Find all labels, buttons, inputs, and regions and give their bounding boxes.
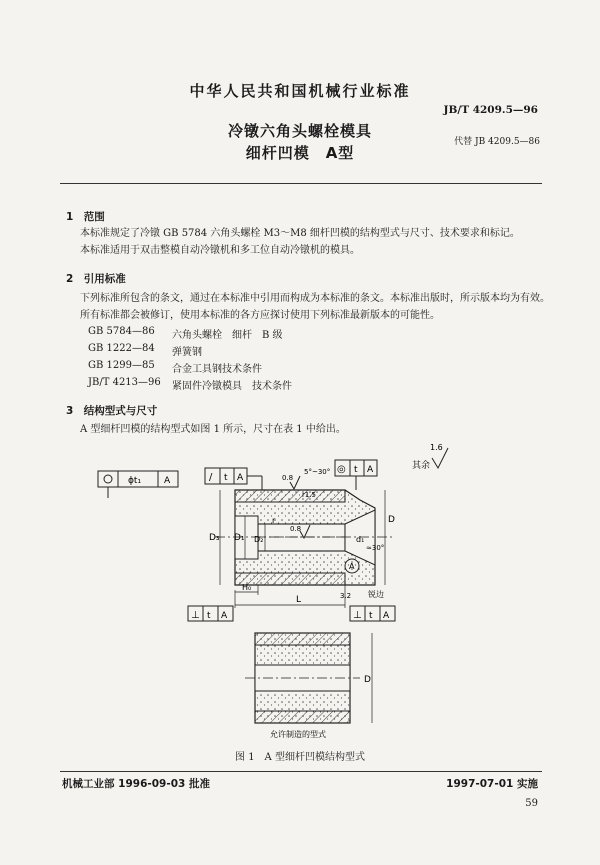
dim-D3-label: D₃ (209, 533, 220, 543)
fcf-symbol-label: ⊥ (191, 610, 200, 621)
surface-roughness-rest (412, 443, 448, 471)
dim-H0-label: H₀ (242, 583, 252, 592)
fcf-symbol-label: / (209, 472, 213, 483)
rest-roughness-label: 其余 (412, 461, 431, 471)
dim-D-alt-label: D (364, 675, 371, 685)
fcf-tolerance-label: t (224, 473, 228, 483)
roughness-edge-label: 3.2 (340, 592, 352, 600)
angle-30-label: ≈30° (366, 544, 385, 552)
section-3-para-1: A 型细杆凹模的结构型式如图 1 所示，尺寸在表 1 中给出。 (80, 424, 346, 435)
section-2-heading: 2 引用标准 (66, 273, 126, 285)
datum-A-label: A (349, 562, 355, 571)
page-number: 59 (525, 798, 538, 809)
doc-title-line2: 细杆凹模 A型 (245, 144, 355, 162)
standard-org: 中华人民共和国机械行业标准 (189, 82, 411, 100)
angle-5-30-label: 5°~30° (304, 468, 331, 476)
alternative-form-caption: 允许制造的型式 (270, 730, 326, 739)
sharp-edge-label: 锐边 (368, 590, 384, 599)
ref-name: 合金工具钢技术条件 (172, 364, 262, 375)
fcf-tolerance-label: t (369, 611, 373, 621)
fcf-datum-label: A (367, 465, 374, 475)
dim-L-label: L (296, 595, 302, 605)
effective-date: 1997-07-01 实施 (446, 778, 538, 790)
section-3-heading: 3 结构型式与尺寸 (66, 405, 158, 417)
roughness-top-label: 0.8 (282, 474, 294, 482)
rest-roughness-value: 1.6 (430, 443, 443, 452)
fcf-datum-label: A (221, 611, 228, 621)
dim-D2-label: D₂ (254, 535, 264, 544)
dim-D-label: D (388, 515, 395, 525)
radius-r-label: r (272, 516, 276, 525)
ref-code: GB 5784—86 (88, 326, 155, 337)
fcf-datum-label: A (237, 473, 244, 483)
die-section-view (209, 468, 395, 608)
fcf-perpendicularity-left (188, 606, 233, 621)
ref-name: 紧固件冷镦模具 技术条件 (172, 381, 292, 392)
fcf-runout-top (205, 468, 262, 490)
fcf-perpendicularity-right (350, 606, 395, 621)
fcf-tolerance-label: t (354, 465, 358, 475)
ref-name: 弹簧钢 (172, 347, 202, 358)
dim-d1-label: d₁ (356, 535, 365, 544)
roughness-bore-label: 0.8 (290, 525, 302, 533)
section-2-para-1: 下列标准所包含的条文，通过在本标准中引用而构成为本标准的条文。本标准出版时，所示版本均为有效。所有标准都会被修订，使用本标准的各方应探讨使用下列标准最新版本的可能性。 (80, 293, 550, 321)
fcf-symbol-label: ◎ (337, 464, 346, 475)
ref-code: JB/T 4213—96 (88, 377, 161, 388)
dim-D1-label: D₁ (234, 533, 245, 543)
figure-caption: 图 1 A 型细杆凹模结构型式 (235, 752, 365, 763)
ref-code: GB 1222—84 (88, 343, 155, 354)
fcf-concentricity-right (335, 460, 377, 490)
die-alternative-view (245, 633, 372, 723)
replaces-note: 代替 JB 4209.5—86 (454, 137, 540, 147)
fcf-symbol-label: ⊥ (353, 610, 362, 621)
fcf-datum-label: A (164, 476, 171, 486)
section-1-para-1: 本标准规定了冷镦 GB 5784 六角头螺栓 M3～M8 细杆凹模的结构型式与尺寸、技术要求和标记。 (80, 228, 520, 239)
fcf-coaxiality-top-left (98, 471, 178, 498)
fcf-tolerance-label: ϕt₁ (128, 476, 142, 486)
section-1-heading: 1 范围 (66, 211, 105, 223)
ref-code: GB 1299—85 (88, 360, 155, 371)
approval-note: 机械工业部 1996-09-03 批准 (62, 778, 210, 790)
section-1-para-2: 本标准适用于双击整模自动冷镦机和多工位自动冷镦机的模具。 (80, 245, 360, 256)
radius-label: r1.5 (302, 491, 317, 499)
doc-title-line1: 冷镦六角头螺栓模具 (227, 122, 372, 140)
standard-number: JB/T 4209.5—96 (443, 104, 538, 116)
fcf-datum-label: A (383, 611, 390, 621)
fcf-tolerance-label: t (207, 611, 211, 621)
footer-rule (60, 771, 542, 772)
ref-name: 六角头螺栓 细杆 B 级 (172, 330, 283, 341)
